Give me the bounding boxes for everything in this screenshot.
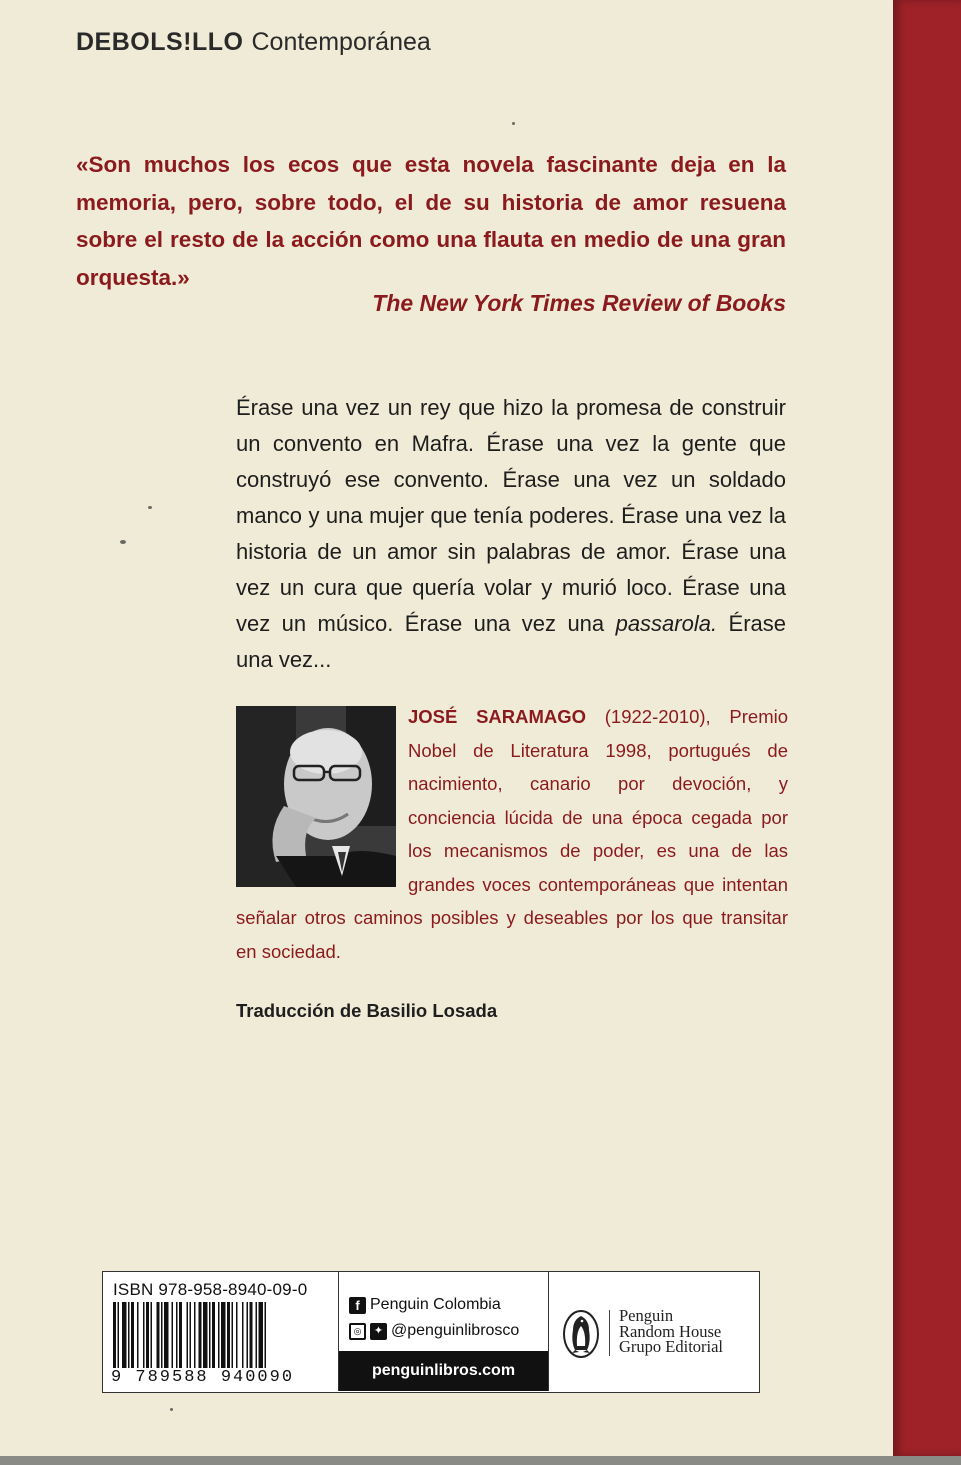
barcode-bar bbox=[179, 1302, 182, 1368]
author-name: JOSÉ SARAMAGO bbox=[408, 706, 587, 727]
barcode-bar bbox=[146, 1302, 149, 1368]
synopsis-italic: passarola. bbox=[615, 611, 718, 636]
review-quote: «Son muchos los ecos que esta novela fascinante deja en la memoria, pero, sobre todo, el de su historia de amor resuena sobre el resto de la acción como una flauta en medio de una gran orquesta.» bbox=[76, 152, 786, 290]
barcode-panel bbox=[103, 1272, 339, 1391]
barcode-bar bbox=[227, 1302, 230, 1368]
synopsis bbox=[236, 390, 786, 678]
instagram-icon: ◎ bbox=[349, 1323, 366, 1340]
isbn-label: ISBN 978-958-8940-09-0 bbox=[113, 1280, 308, 1299]
barcode-bar bbox=[118, 1302, 120, 1368]
barcode-bar bbox=[122, 1302, 127, 1368]
speck bbox=[170, 1408, 173, 1411]
barcode-bar bbox=[137, 1302, 139, 1368]
barcode-bar bbox=[209, 1302, 211, 1368]
quote-source: The New York Times Review of Books bbox=[372, 290, 786, 316]
facebook-icon: f bbox=[349, 1297, 366, 1314]
spine-edge bbox=[893, 0, 961, 1456]
bottom-shadow bbox=[0, 1456, 961, 1465]
twitter-icon: ✦ bbox=[370, 1323, 387, 1340]
author-bio-text: (1922-2010), Premio Nobel de Literatura 1998, portugués de nacimiento, canario por devoción, y conciencia lúcida de una época cegada por los mecanismos de poder, es una de las grandes voces contemporáneas que intentan señalar otros caminos posibles y deseables por los que transitar en sociedad. bbox=[236, 706, 789, 962]
info-box bbox=[102, 1271, 760, 1393]
barcode-bar bbox=[113, 1302, 116, 1368]
barcode-bar bbox=[199, 1302, 202, 1368]
barcode-bar bbox=[212, 1302, 215, 1368]
barcode-bar bbox=[250, 1302, 253, 1368]
translation-credit: Traducción de Basilio Losada bbox=[236, 1000, 498, 1021]
barcode-bar bbox=[161, 1302, 163, 1368]
barcode-bar bbox=[151, 1302, 153, 1368]
synopsis-ending: Érase una vez... bbox=[236, 611, 786, 672]
social-panel bbox=[339, 1272, 549, 1391]
publisher-divider bbox=[609, 1310, 610, 1356]
brand-name: DEBOLS!LLO bbox=[76, 28, 244, 56]
barcode-bar bbox=[194, 1302, 196, 1368]
barcode-bar bbox=[143, 1302, 145, 1368]
barcode-bar bbox=[247, 1302, 249, 1368]
synopsis-text: Érase una vez un rey que hizo la promesa de construir un convento en Mafra. Érase una vez la gente que construyó ese convento. Érase una vez un soldado manco y una mujer que tenía poderes. Érase una vez la historia de un amor sin palabras de amor. Érase una vez un cura que quería volar y murió loco. Érase una vez un músico. Érase una vez una bbox=[236, 395, 786, 636]
handle-label: @penguinlibrosco bbox=[391, 1322, 520, 1339]
facebook-label: Penguin Colombia bbox=[370, 1296, 501, 1313]
barcode-graphic bbox=[113, 1302, 329, 1368]
speck bbox=[512, 122, 515, 125]
publisher-name: Penguin Random House Grupo Editorial bbox=[619, 1306, 724, 1356]
barcode-bar bbox=[236, 1302, 238, 1368]
barcode-bar bbox=[131, 1302, 134, 1368]
barcode-bar bbox=[190, 1302, 192, 1368]
barcode-bar bbox=[221, 1302, 226, 1368]
barcode-bar bbox=[256, 1302, 258, 1368]
barcode-bar bbox=[176, 1302, 178, 1368]
barcode-bar bbox=[172, 1302, 174, 1368]
publisher-panel bbox=[549, 1272, 758, 1391]
barcode-digits: 9 789588 940090 bbox=[111, 1368, 295, 1387]
publisher-brand bbox=[76, 28, 431, 57]
barcode-bar bbox=[203, 1302, 208, 1368]
handle-row[interactable] bbox=[349, 1322, 519, 1340]
barcode-bar bbox=[157, 1302, 160, 1368]
speck bbox=[120, 540, 126, 544]
barcode-bar bbox=[242, 1302, 244, 1368]
penguin-logo-icon bbox=[561, 1308, 601, 1360]
author-photo bbox=[236, 706, 396, 887]
facebook-row[interactable] bbox=[349, 1296, 501, 1314]
collection-name: Contemporánea bbox=[251, 28, 431, 56]
website-link[interactable]: penguinlibros.com bbox=[339, 1351, 548, 1391]
speck bbox=[148, 506, 152, 509]
barcode-bar bbox=[259, 1302, 264, 1368]
barcode-bar bbox=[187, 1302, 189, 1368]
barcode-bar bbox=[218, 1302, 220, 1368]
barcode-bar bbox=[128, 1302, 130, 1368]
barcode-bar bbox=[232, 1302, 234, 1368]
barcode-bar bbox=[164, 1302, 169, 1368]
barcode-bar bbox=[265, 1302, 267, 1368]
